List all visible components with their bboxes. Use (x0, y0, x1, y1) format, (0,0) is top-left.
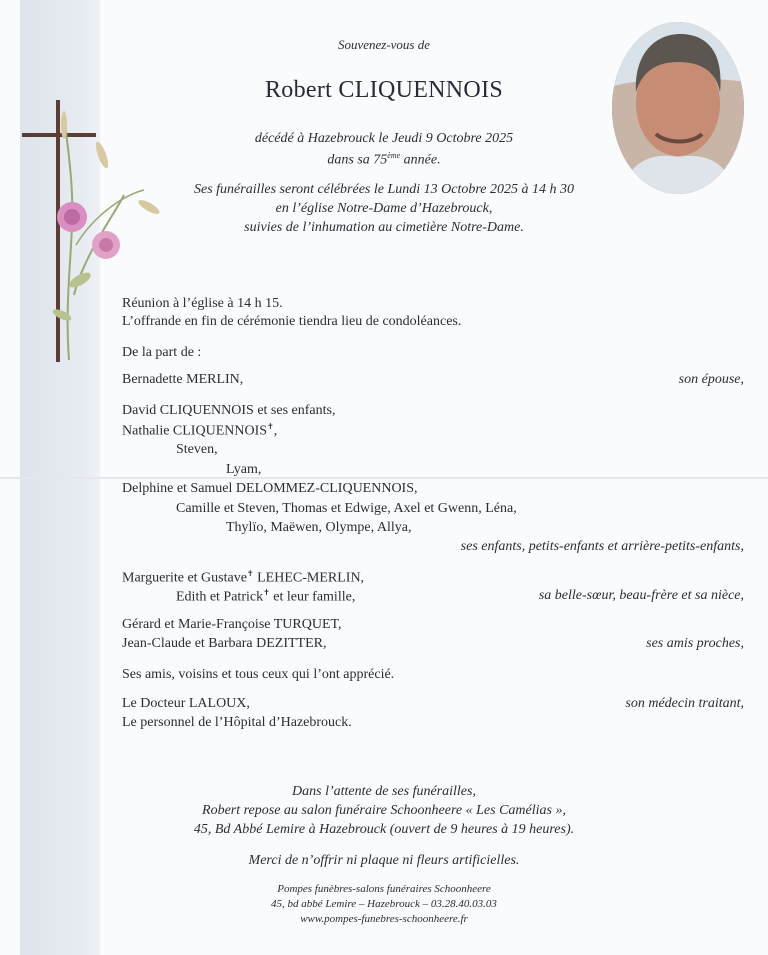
marguerite-part-a: Marguerite et Gustave (122, 570, 247, 586)
family-edith (176, 588, 355, 606)
footer-pompes: Pompes funèbres-salons funéraires Schoonheere (277, 883, 491, 895)
family-gerard: Gérard et Marie-Françoise TURQUET, (122, 617, 342, 632)
nathalie-comma: , (273, 423, 278, 439)
age-sup: ème (387, 151, 401, 160)
footer-adresse: 45, Bd Abbé Lemire à Hazebrouck (ouvert de 9 heures à 19 heures). (193, 822, 575, 837)
deceased-cross-icon: ✝ (263, 588, 270, 597)
family-voisins: Ses amis, voisins et tous ceux qui l’ont apprécié. (122, 667, 395, 682)
family-docteur: Le Docteur LALOUX, (122, 696, 250, 711)
funeral-line-3: suivies de l’inhumation au cimetière Notre-Dame. (244, 220, 524, 235)
death-date: décédé à Hazebrouck le Jeudi 9 Octobre 2025 (254, 131, 514, 146)
age-line (0, 151, 768, 169)
deceased-name: Robert CLIQUENNOIS (264, 77, 504, 103)
family-nathalie (122, 422, 277, 440)
deceased-cross-icon: ✝ (267, 422, 274, 431)
footer-web: www.pompes-funebres-schoonheere.fr (300, 913, 468, 925)
age-suffix: année. (400, 152, 441, 168)
relation-enfants: ses enfants, petits-enfants et arrière-petits-enfants, (460, 539, 744, 554)
family-steven: Steven, (176, 442, 218, 457)
delapart-text: De la part de : (122, 345, 202, 360)
marguerite-part-b: LEHEC-MERLIN, (253, 570, 365, 586)
relation-bellesoeur: sa belle-sœur, beau-frère et sa nièce, (538, 588, 744, 603)
family-thylio: Thylïo, Maëwen, Olympe, Allya, (226, 520, 412, 535)
edith-part-b: et leur famille, (269, 589, 356, 605)
relation-amis: ses amis proches, (646, 636, 744, 651)
family-david: David CLIQUENNOIS et ses enfants, (122, 403, 336, 418)
relation-medecin: son médecin traitant, (625, 696, 744, 711)
footer-repose: Robert repose au salon funéraire Schoonheere « Les Camélias », (202, 803, 566, 818)
nathalie-name: Nathalie CLIQUENNOIS (122, 423, 268, 439)
footer-merci: Merci de n’offrir ni plaque ni fleurs artificielles. (248, 853, 520, 868)
offrande-text: L’offrande en fin de cérémonie tiendra lieu de condoléances. (122, 314, 462, 329)
family-lyam: Lyam, (226, 462, 262, 477)
family-camille: Camille et Steven, Thomas et Edwige, Axel et Gwenn, Léna, (176, 501, 517, 516)
footer-attente: Dans l’attente de ses funérailles, (292, 784, 476, 799)
reunion-text: Réunion à l’église à 14 h 15. (122, 296, 283, 311)
relation-epouse: son épouse, (678, 372, 744, 387)
family-delphine: Delphine et Samuel DELOMMEZ-CLIQUENNOIS, (122, 481, 418, 496)
family-marguerite (122, 569, 364, 587)
footer-coords: 45, bd abbé Lemire – Hazebrouck – 03.28.40.03.03 (271, 898, 497, 910)
funeral-line-1: Ses funérailles seront célébrées le Lundi 13 Octobre 2025 à 14 h 30 (193, 182, 575, 197)
edith-part-a: Edith et Patrick (176, 589, 264, 605)
deceased-cross-icon: ✝ (246, 569, 254, 578)
fold-line (0, 477, 768, 479)
funeral-line-2: en l’église Notre-Dame d’Hazebrouck, (275, 201, 493, 216)
family-bernadette: Bernadette MERLIN, (122, 372, 244, 387)
family-jeanclaude: Jean-Claude et Barbara DEZITTER, (122, 636, 327, 651)
family-personnel: Le personnel de l’Hôpital d’Hazebrouck. (122, 715, 352, 730)
age-prefix: dans sa 75 (327, 152, 388, 168)
souvenez-text: Souvenez-vous de (337, 37, 431, 52)
